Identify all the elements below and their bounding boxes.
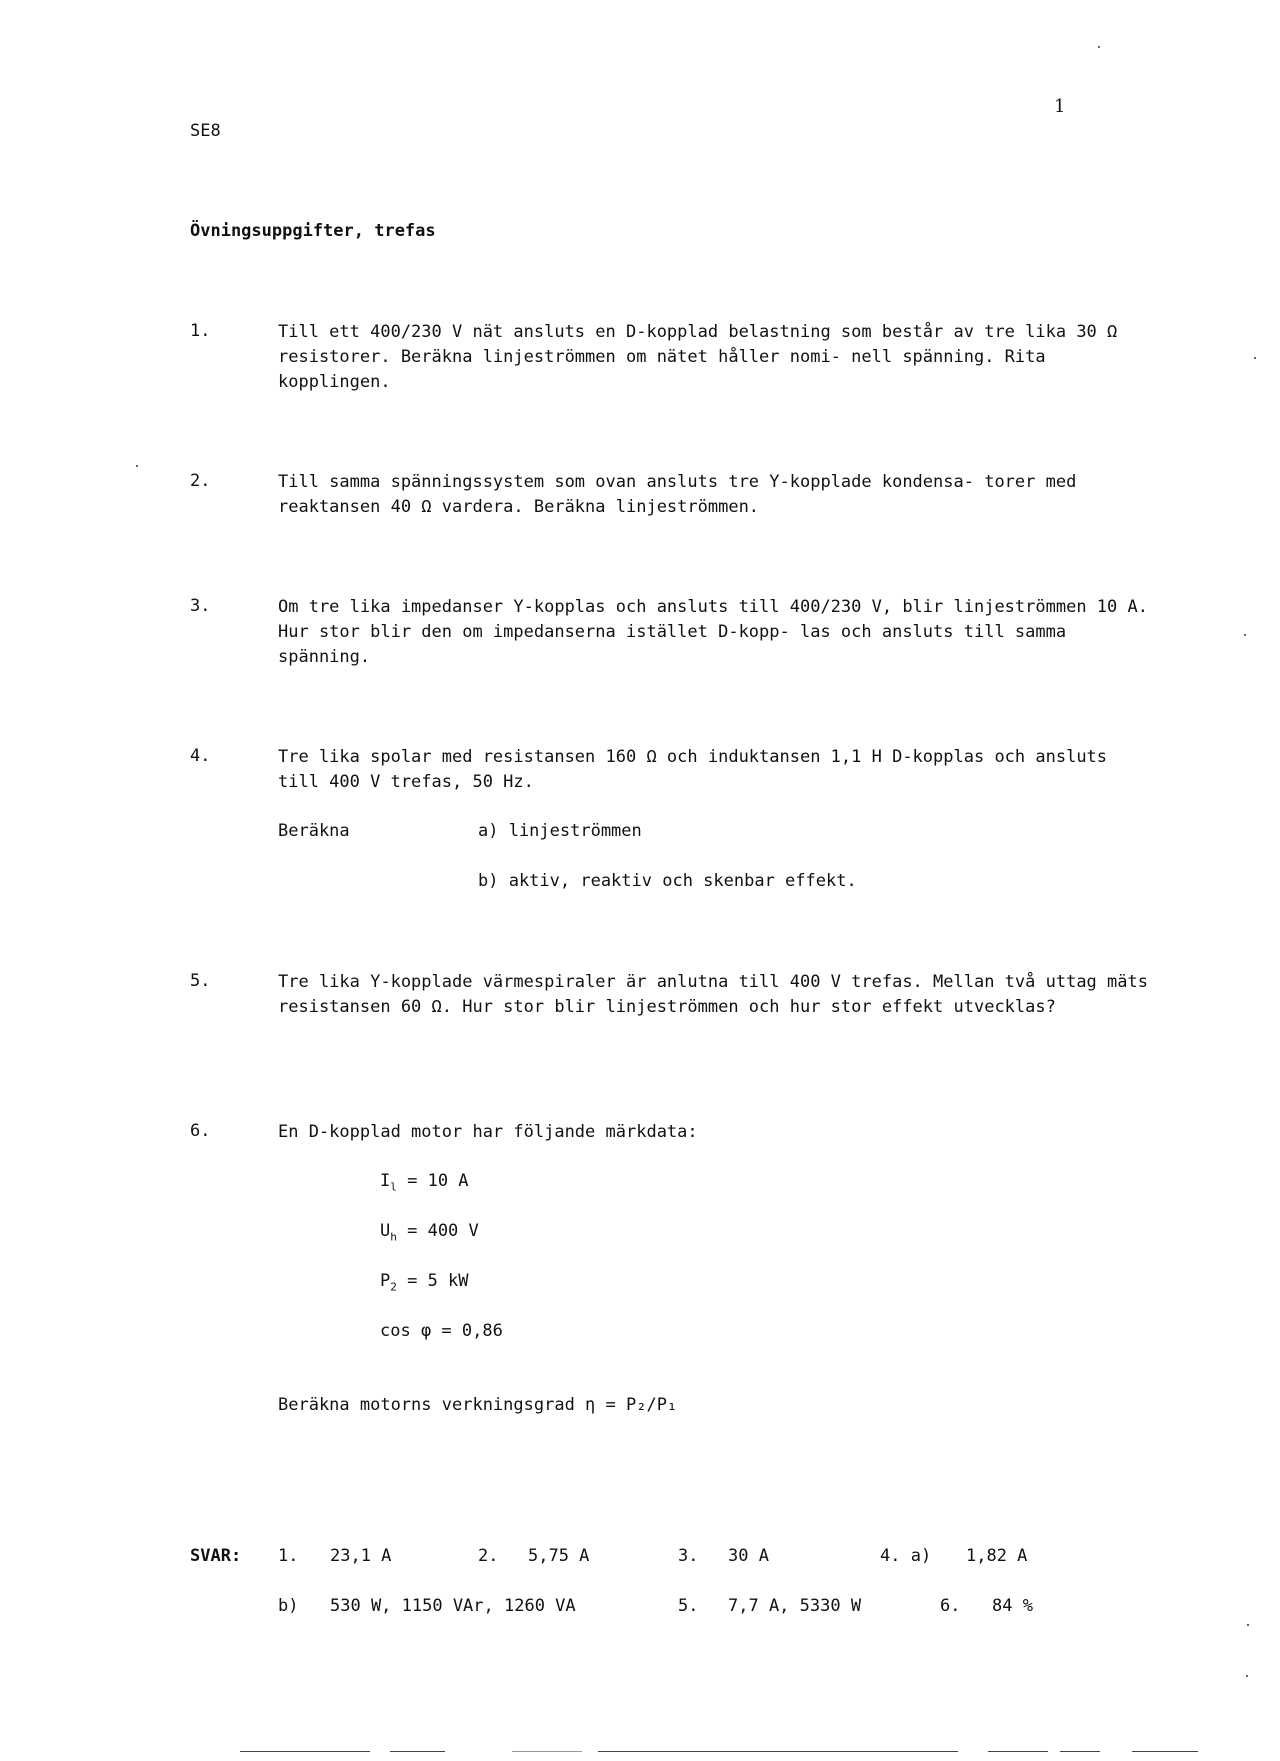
answer-4a-value: 1,82 A xyxy=(966,1546,1028,1566)
scan-dot xyxy=(1254,357,1256,359)
scan-line xyxy=(1060,1751,1100,1752)
answer-4b-number: b) xyxy=(278,1596,299,1616)
problem-4-text: Tre lika spolar med resistansen 160 Ω och induktansen 1,1 H D-kopplas och ansluts till 400 V trefas, 50 Hz. xyxy=(278,747,1108,792)
problem-3-text: Om tre lika impedanser Y-kopplas och ansluts till 400/230 V, blir linjeströmmen 10 A. Hur stor blir den om impedanserna istället D-kopp- las och ansluts till samma spänning. xyxy=(278,597,1148,667)
answer-5-number: 5. xyxy=(678,1596,699,1616)
scan-line xyxy=(240,1751,370,1752)
problem-4-calc-label: Beräkna xyxy=(278,821,350,841)
problem-6-text: En D-kopplad motor har följande märkdata: xyxy=(278,1122,698,1142)
problem-6-calc: Beräkna motorns verkningsgrad η = P₂/P₁ xyxy=(278,1395,678,1415)
answer-6-value: 84 % xyxy=(992,1596,1033,1616)
scan-line xyxy=(390,1751,445,1752)
scan-dot xyxy=(1098,46,1100,48)
scan-dot xyxy=(1244,634,1246,636)
problem-4-part-b: b) aktiv, reaktiv och skenbar effekt. xyxy=(478,871,857,891)
answer-3-value: 30 A xyxy=(728,1546,769,1566)
page-title: Övningsuppgifter, trefas xyxy=(190,221,436,241)
problem-6-number: 6. xyxy=(190,1121,211,1141)
answer-1-number: 1. xyxy=(278,1546,299,1566)
problem-1-number: 1. xyxy=(190,321,211,341)
problem-2-text: Till samma spänningssystem som ovan ansluts tre Y-kopplade kondensa- torer med reaktansen 40 Ω vardera. Beräkna linjeströmmen. xyxy=(278,472,1077,517)
spec-line-power-factor: cos φ = 0,86 xyxy=(380,1321,503,1341)
scan-line xyxy=(1132,1751,1198,1752)
answer-2-value: 5,75 A xyxy=(528,1546,590,1566)
answer-4a-number: 4. a) xyxy=(880,1546,932,1566)
answer-4b-value: 530 W, 1150 VAr, 1260 VA xyxy=(330,1596,576,1616)
answers-label: SVAR: xyxy=(190,1546,242,1566)
scan-line xyxy=(598,1751,958,1752)
page-number: 1 xyxy=(1054,96,1066,117)
document-code: SE8 xyxy=(190,121,221,141)
answer-6-number: 6. xyxy=(940,1596,961,1616)
answer-1-value: 23,1 A xyxy=(330,1546,392,1566)
problem-5-number: 5. xyxy=(190,971,211,991)
problem-1-text: Till ett 400/230 V nät ansluts en D-kopplad belastning som består av tre lika 30 Ω resistorer. Beräkna linjeströmmen om nätet håller nomi- nell spänning. Rita kopplingen. xyxy=(278,322,1118,392)
problem-4-number: 4. xyxy=(190,746,211,766)
scan-line xyxy=(512,1751,582,1752)
scan-dot xyxy=(1246,1675,1248,1677)
spec-line-power: $P_2 = 5$ kW xyxy=(380,1271,469,1294)
problem-5-text: Tre lika Y-kopplade värmespiraler är anlutna till 400 V trefas. Mellan två uttag mäts resistansen 60 Ω. Hur stor blir linjeströmmen och hur stor effekt utvecklas? xyxy=(278,972,1148,1017)
problem-3-number: 3. xyxy=(190,596,211,616)
problem-4-part-a: a) linjeströmmen xyxy=(478,821,642,841)
answer-2-number: 2. xyxy=(478,1546,499,1566)
spec-line-voltage: $U_h = 400$ V xyxy=(380,1221,479,1244)
problem-2-number: 2. xyxy=(190,471,211,491)
spec-line-current: $I_l = 10$ A xyxy=(380,1171,469,1194)
scan-dot xyxy=(1247,1624,1249,1626)
scan-dot xyxy=(136,465,138,467)
scan-line xyxy=(988,1751,1048,1752)
answer-3-number: 3. xyxy=(678,1546,699,1566)
answer-5-value: 7,7 A, 5330 W xyxy=(728,1596,862,1616)
